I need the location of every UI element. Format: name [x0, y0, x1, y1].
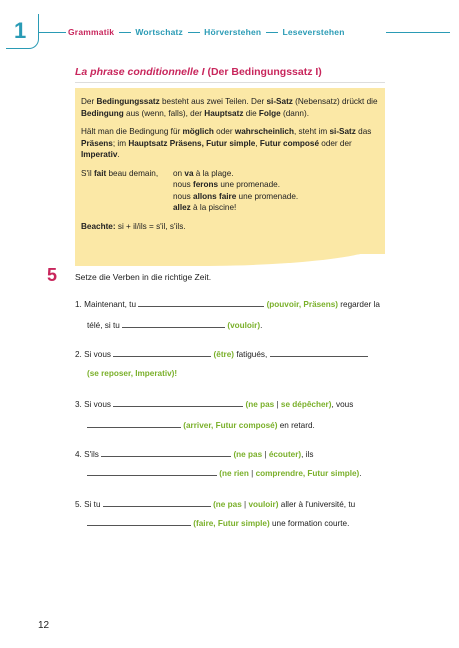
text: on — [173, 168, 185, 178]
item-number: 2. — [75, 350, 82, 359]
item-number: 1. — [75, 300, 82, 309]
verb-hint: (pouvoir, Präsens) — [266, 300, 339, 309]
title-rule — [75, 82, 385, 83]
answer-blank[interactable] — [87, 466, 217, 476]
example-line — [173, 168, 298, 180]
nav-separator — [266, 32, 278, 33]
nav-wortschatz: Wortschatz — [135, 27, 183, 37]
term: va — [184, 168, 194, 178]
verb-hint: (faire, Futur simple) — [193, 519, 270, 528]
item-number: 3. — [75, 400, 82, 409]
note-label: Beachte: — [81, 221, 116, 231]
item-text: Si tu — [84, 500, 101, 509]
answer-blank[interactable] — [122, 318, 225, 328]
nav-rule — [386, 32, 450, 33]
grammar-note — [81, 221, 381, 233]
example-line — [173, 191, 298, 203]
item-text: Si vous — [84, 400, 111, 409]
text: à la plage. — [193, 168, 234, 178]
term: Präsens — [81, 138, 113, 148]
exercise-item-1-line-2 — [87, 318, 262, 331]
item-text: fatigués, — [236, 350, 268, 359]
example-main-clauses — [173, 168, 298, 214]
text: à la piscine! — [190, 203, 237, 212]
item-text: . — [359, 469, 362, 478]
item-text: . — [260, 321, 263, 330]
term: fait — [93, 168, 107, 178]
text: oder — [213, 127, 235, 136]
item-text: télé, si tu — [87, 321, 120, 330]
grammar-title-fr: La phrase conditionnelle I — [75, 66, 205, 78]
text: une promenade. — [218, 180, 280, 189]
verb-hint: se dépêcher) — [280, 400, 332, 409]
grammar-example — [81, 168, 381, 214]
term: möglich — [182, 127, 214, 136]
exercise-item-2-line-2 — [87, 368, 177, 379]
section-nav — [68, 27, 345, 37]
exercise-item-4-line-1: 4. S'ils (ne pas | écouter), ils — [75, 447, 313, 460]
term: Hauptsatz Präsens, Futur simple — [128, 138, 256, 148]
verb-hint: (vouloir) — [227, 321, 261, 330]
nav-separator — [188, 32, 200, 33]
text: . — [117, 150, 120, 159]
text: une promenade. — [236, 191, 299, 201]
item-text: en retard. — [279, 421, 315, 430]
nav-separator — [119, 32, 131, 33]
nav-hoerverstehen: Hörverstehen — [204, 27, 262, 37]
page-header — [0, 0, 459, 50]
verb-hint: (arriver, Futur composé) — [183, 421, 278, 430]
grammar-paragraph-1 — [81, 96, 381, 119]
item-number: 4. — [75, 450, 82, 459]
verb-hint: comprendre, Futur simple) — [255, 469, 360, 478]
exercise-item-5-line-2 — [87, 516, 349, 529]
term: Imperativ — [81, 150, 118, 159]
text: oder der — [319, 138, 352, 148]
answer-blank[interactable] — [113, 347, 211, 357]
grammar-paragraph-2 — [81, 126, 381, 161]
text: ; im — [112, 138, 129, 148]
item-text: , vous — [331, 400, 354, 409]
item-text: S'ils — [84, 450, 99, 459]
grammar-title-de: (Der Bedingungssatz I) — [207, 66, 322, 78]
answer-blank[interactable] — [113, 397, 243, 407]
text: nous — [173, 191, 194, 201]
item-text: aller à l'université, tu — [280, 500, 356, 509]
text: besteht aus zwei Teilen. Der — [159, 97, 267, 106]
exercise-item-3-line-2 — [87, 418, 315, 431]
term: Bedingung — [81, 108, 124, 118]
exercise-item-1-line-1 — [75, 297, 380, 310]
term: allez — [173, 203, 191, 212]
text: Hält man die Bedingung für — [81, 127, 183, 136]
verb-hint: (être) — [213, 350, 235, 359]
answer-blank[interactable] — [138, 297, 264, 307]
text: beau demain, — [106, 168, 159, 178]
example-line — [173, 202, 298, 214]
nav-grammatik: Grammatik — [68, 27, 115, 37]
note-text: si + il/ils = s'il, s'ils. — [115, 221, 186, 231]
term: wahrscheinlich — [234, 127, 294, 136]
example-line — [173, 179, 298, 191]
exercise-item-4-line-2: (ne rien | comprendre, Futur simple). — [87, 466, 362, 479]
term: ferons — [193, 180, 219, 189]
exercise-item-2-line-1 — [75, 347, 368, 360]
text: Der — [81, 97, 97, 106]
exercise-number: 5 — [47, 265, 58, 285]
text: nous — [173, 180, 194, 189]
term: Hauptsatz — [204, 108, 244, 118]
item-number: 5. — [75, 500, 82, 509]
term: Bedingungssatz — [96, 97, 160, 106]
text: S'il — [81, 168, 94, 178]
item-text: une formation courte. — [272, 519, 350, 528]
text: (Nebensatz) drückt die — [292, 97, 378, 106]
nav-rule — [38, 32, 66, 33]
chapter-number: 1 — [14, 18, 27, 43]
answer-blank[interactable] — [87, 418, 181, 428]
text: , steht im — [293, 127, 330, 136]
verb-hint: (ne pas — [245, 400, 275, 409]
text: die — [243, 108, 259, 118]
grammar-title — [75, 66, 322, 78]
term: Folge — [258, 108, 281, 118]
item-text: Maintenant, tu — [84, 300, 137, 309]
item-text: Si vous — [84, 350, 111, 359]
answer-blank[interactable] — [101, 447, 231, 457]
text: , — [255, 138, 260, 148]
verb-hint: (ne pas — [213, 500, 242, 509]
nav-leseverstehen: Leseverstehen — [282, 27, 345, 37]
verb-hint: écouter) — [268, 450, 302, 459]
verb-hint: (ne rien — [219, 469, 249, 478]
text: (dann). — [280, 108, 309, 118]
item-text: regarder la — [340, 300, 380, 309]
grammar-box-content — [81, 96, 381, 239]
verb-hint: (ne pas — [233, 450, 263, 459]
verb-hint: (se reposer, Imperativ)! — [87, 369, 178, 378]
verb-hint: vouloir) — [248, 500, 279, 509]
text: aus (wenn, falls), der — [123, 108, 205, 118]
term: si-Satz — [266, 97, 293, 106]
exercise-item-5-line-1: 5. Si tu (ne pas | vouloir) aller à l'université, tu — [75, 497, 355, 510]
exercise-instruction: Setze die Verben in die richtige Zeit. — [75, 272, 212, 282]
term: Futur composé — [259, 138, 319, 148]
exercise-item-3-line-1: 3. Si vous (ne pas | se dépêcher), vous — [75, 397, 353, 410]
item-text: , ils — [301, 450, 314, 459]
answer-blank[interactable] — [270, 347, 368, 357]
example-si-clause — [81, 168, 173, 214]
answer-blank[interactable] — [103, 497, 211, 507]
page-number: 12 — [38, 620, 50, 631]
term: si-Satz — [329, 127, 356, 136]
term: allons faire — [193, 191, 237, 201]
text: das — [355, 127, 372, 136]
answer-blank[interactable] — [87, 516, 191, 526]
